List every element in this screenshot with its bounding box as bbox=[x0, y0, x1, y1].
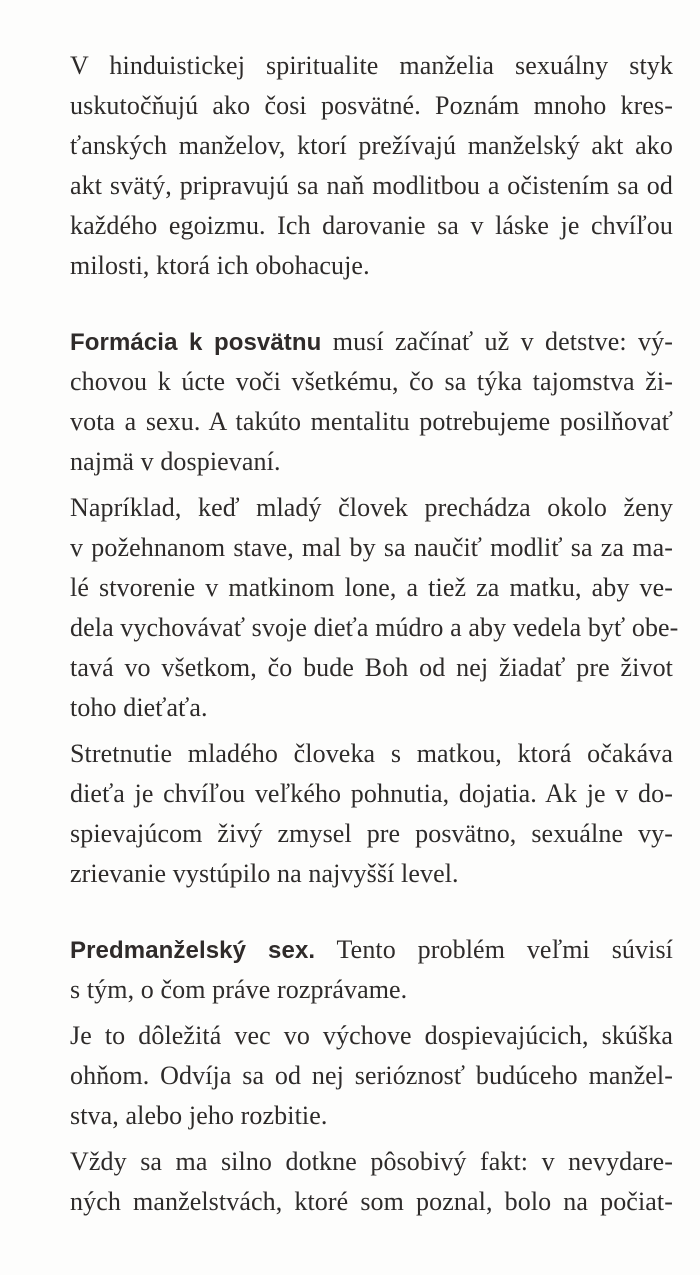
text-line: vota a sexu. A takúto mentalitu potrebujeme posilňovať bbox=[70, 407, 673, 436]
text-line: milosti, ktorá ich obohacuje. bbox=[70, 251, 370, 280]
text-line: v požehnanom stave, mal by sa naučiť modliť sa za ma- bbox=[70, 533, 673, 562]
text-line: každého egoizmu. Ich darovanie sa v láske je chvíľou bbox=[70, 211, 673, 240]
text-line: zrievanie vystúpilo na najvyšší level. bbox=[70, 859, 459, 888]
text-line: akt svätý, pripravujú sa naň modlitbou a očistením sa od bbox=[70, 171, 673, 200]
text-line: uskutočňujú ako čosi posvätné. Poznám mnoho kres- bbox=[70, 91, 673, 120]
text-line: spievajúcom živý zmysel pre posvätno, sexuálne vy- bbox=[70, 819, 673, 848]
text-line: dela vychovávať svoje dieťa múdro a aby vedela byť obe- bbox=[70, 613, 679, 642]
text-line: V hinduistickej spiritualite manželia sexuálny styk bbox=[70, 51, 673, 80]
section-heading-line bbox=[70, 322, 673, 362]
text-line: Je to dôležitá vec vo výchove dospievajúcich, skúška bbox=[70, 1021, 673, 1050]
heading-line-text: musí začínať už v detstve: vý- bbox=[321, 327, 673, 356]
text-line: ných manželstvách, ktoré som poznal, bolo na počiat- bbox=[70, 1187, 673, 1216]
text-line: lé stvorenie v matkinom lone, a tiež za matku, aby ve- bbox=[70, 573, 673, 602]
section-heading: Formácia k posvätnu bbox=[70, 329, 322, 356]
text-line: stva, alebo jeho rozbitie. bbox=[70, 1101, 328, 1130]
text-line: Vždy sa ma silno dotkne pôsobivý fakt: v nevydare- bbox=[70, 1147, 673, 1176]
text-line: ohňom. Odvíja sa od nej serióznosť budúceho manžel- bbox=[70, 1061, 673, 1090]
text-line: toho dieťaťa. bbox=[70, 693, 208, 722]
text-line: chovou k úcte voči všetkému, čo sa týka tajomstva ži- bbox=[70, 367, 673, 396]
text-line: Napríklad, keď mladý človek prechádza okolo ženy bbox=[70, 493, 673, 522]
section-heading-line bbox=[70, 930, 673, 970]
text-line: ťanských manželov, ktorí prežívajú manželský akt ako bbox=[70, 131, 673, 160]
heading-line-text: Tento problém veľmi súvisí bbox=[315, 935, 673, 964]
text-line: s tým, o čom práve rozprávame. bbox=[70, 975, 408, 1004]
section-heading: Predmanželský sex. bbox=[70, 937, 316, 964]
text-line: dieťa je chvíľou veľkého pohnutia, dojatia. Ak je v do- bbox=[70, 779, 673, 808]
text-line: Stretnutie mladého človeka s matkou, ktorá očakáva bbox=[70, 739, 673, 768]
text-line: tavá vo všetkom, čo bude Boh od nej žiadať pre život bbox=[70, 653, 673, 682]
text-line: najmä v dospievaní. bbox=[70, 447, 281, 476]
